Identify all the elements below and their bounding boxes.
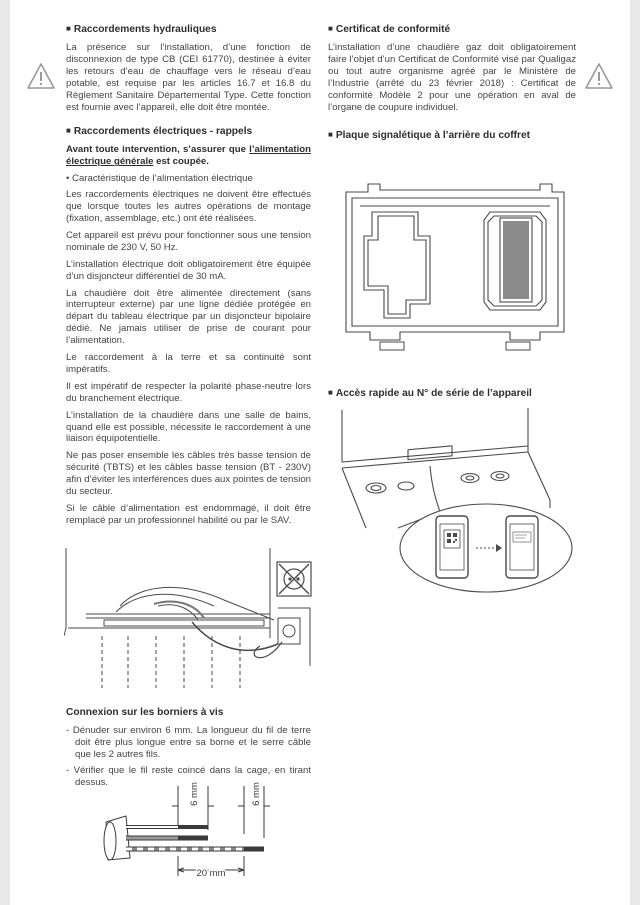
section-heading-serial: ■ Accès rapide au N° de série de l’appareil xyxy=(328,388,532,399)
warning-triangle-icon xyxy=(26,62,56,90)
list-item: - Vérifier que le fil reste coincé dans la cage, en tirant dessus. xyxy=(66,764,311,788)
stripped-cable-diagram xyxy=(96,780,286,880)
smartphone-icon xyxy=(436,516,468,578)
section-heading-plate: ■ Plaque signalétique à l’arrière du coffret xyxy=(328,130,531,142)
terminals-instructions xyxy=(66,725,311,789)
electrical-paragraph: L’installation de la chaudière dans une salle de bains, quand elle est possible, nécessite le raccordement à une liaison équipotentielle. xyxy=(66,409,311,445)
back-casing-diagram xyxy=(340,176,570,354)
nameplate-label xyxy=(503,221,529,299)
right-margin-bar xyxy=(630,0,640,905)
left-column xyxy=(66,22,311,532)
electrical-paragraph: Ne pas poser ensemble les câbles très basse tension de sécurité (TBTS) et les câbles basse tension (BT - 230V) afin d’éviter les interférences dues aux pointes de tension du secteur. xyxy=(66,450,311,498)
section-heading-electrical: ■ Raccordements électriques - rappels xyxy=(66,126,253,138)
warning-triangle-icon xyxy=(584,62,614,90)
section-heading-terminals: Connexion sur les borniers à vis xyxy=(66,707,224,718)
hydraulic-paragraph: La présence sur l’installation, d’une fonction de disconnexion de type CB (CEI 61770), destinée à éviter les retours d’eau de chauffage vers le réseau d’eau potable, est requise par les articles 16.7 et 16.8 du Règlement Sanitaire Départemental Type. Cette fonction est fournie avec l’appareil, elle doit être montée. xyxy=(66,42,311,113)
electrical-paragraph: L’installation électrique doit obligatoirement être équipée d’un disjoncteur différentiel de 30 mA. xyxy=(66,258,311,282)
right-column xyxy=(328,22,576,148)
no-socket-icon xyxy=(277,562,311,596)
electrical-paragraph: Il est impératif de respecter la polarité phase-neutre lors du branchement électrique. xyxy=(66,380,311,404)
electrical-paragraph: Les raccordements électriques ne doivent être effectués que lorsque toutes les autres opérations de montage (fixation, assemblage, etc.) ont été réalisées. xyxy=(66,189,311,224)
power-supply-bullet: • Caractéristique de l’alimentation électrique xyxy=(66,173,253,185)
electrical-paragraph: Cet appareil est prévu pour fonctionner sous une tension nominale de 230 V, 50 Hz. xyxy=(66,229,311,253)
serial-access-diagram xyxy=(336,408,576,596)
dimension-label: 6 mm xyxy=(189,782,200,806)
smartphone-icon xyxy=(506,516,538,578)
section-heading-certificate: ■ Certificat de conformité xyxy=(328,24,451,35)
left-margin-bar xyxy=(0,0,10,905)
electrical-paragraph: La chaudière doit être alimentée directement (sans interrupteur externe) par une ligne dédiée protégée en départ du tableau électrique par un disjoncteur bipolaire dédié. Ne jamais utiliser de prise de courant pour l’alimentation. xyxy=(66,287,311,347)
electrical-paragraph: Si le câble d’alimentation est endommagé, il doit être remplacé par un professionnel habilité ou par le SAV. xyxy=(66,503,311,526)
electrical-warning: Avant toute intervention, s’assurer que l’alimentation électrique générale est coupée. xyxy=(66,144,311,168)
section-heading-hydraulic: ■ Raccordements hydrauliques xyxy=(66,24,217,35)
certificate-paragraph: L’installation d’une chaudière gaz doit obligatoirement faire l’objet d’un Certificat de Conformité visé par Qualigaz ou tout autre organisme agréé par le Ministère de l’Industrie (arrêté du 23 février 2018) : Certificat de conformité Modèle 2 pour une opération en aval de l’organe de coupure individuel. xyxy=(328,42,576,113)
list-item: - Dénuder sur environ 6 mm. La longueur du fil de terre doit être plus longue entre sa borne et le serre câble que les 2 autres fils. xyxy=(66,725,311,760)
dimension-label: 6 mm xyxy=(251,782,262,806)
serial-section xyxy=(328,386,576,406)
dimension-label: 20 mm xyxy=(196,868,226,879)
electrical-paragraph: Le raccordement à la terre et sa continuité sont impératifs. xyxy=(66,352,311,375)
wiring-illustration xyxy=(64,548,314,694)
